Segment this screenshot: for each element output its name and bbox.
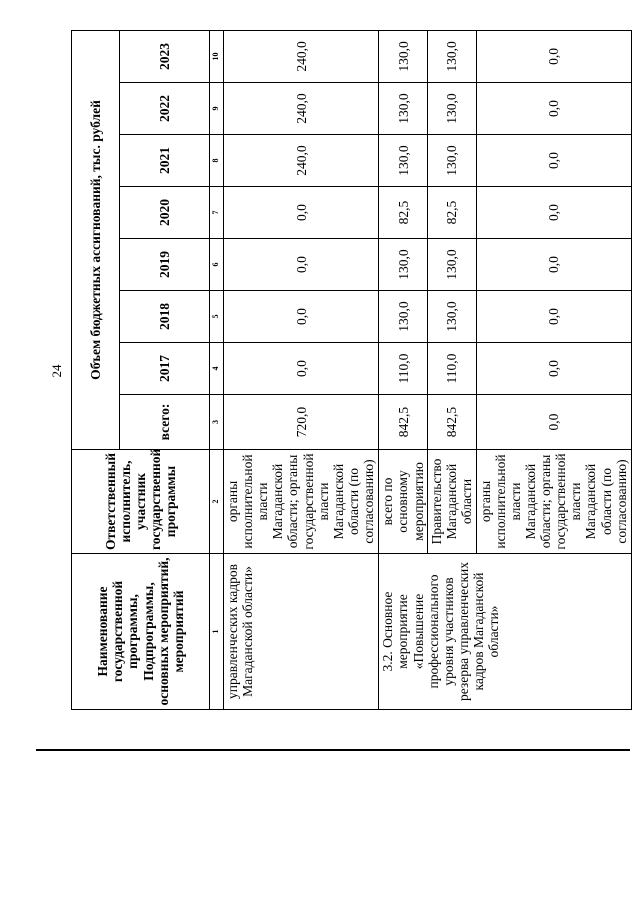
value-cell: 0,0 (476, 395, 631, 450)
value-cell: 720,0 (224, 395, 379, 450)
value-cell: 82,5 (379, 187, 428, 239)
header-total: всего: (120, 395, 210, 450)
value-cell: 82,5 (427, 187, 476, 239)
value-cell: 842,5 (427, 395, 476, 450)
header-year: 2022 (120, 83, 210, 135)
value-cell: 130,0 (379, 83, 428, 135)
value-cell: 130,0 (427, 83, 476, 135)
value-cell: 0,0 (476, 343, 631, 395)
value-cell: 0,0 (476, 291, 631, 343)
value-cell: 130,0 (379, 291, 428, 343)
column-number: 3 (210, 395, 224, 450)
table-row (379, 30, 428, 709)
table-row (224, 30, 379, 709)
value-cell: 110,0 (379, 343, 428, 395)
value-cell: 240,0 (224, 30, 379, 82)
column-number: 6 (210, 239, 224, 291)
column-number: 5 (210, 291, 224, 343)
column-number: 1 (210, 554, 224, 710)
value-cell: 0,0 (224, 239, 379, 291)
page-number: 24 (49, 364, 64, 378)
column-number: 9 (210, 83, 224, 135)
header-executor: Ответственный исполнитель, участник государственной программы (72, 450, 210, 554)
column-number: 2 (210, 450, 224, 554)
value-cell: 842,5 (379, 395, 428, 450)
row-executor: органы исполнительной власти Магаданской области; органы государственной власти Магаданской области (по согласованию) (224, 450, 379, 554)
header-budget-group: Объем бюджетных ассигнований, тыс. рублей (72, 30, 120, 449)
header-year: 2019 (120, 239, 210, 291)
value-cell: 0,0 (476, 135, 631, 187)
value-cell: 130,0 (427, 239, 476, 291)
horizontal-rule (36, 749, 630, 751)
row-name: 3.2. Основное мероприятие «Повышение профессионального уровня участников резерва управленческих кадров Магаданской области» (379, 554, 632, 710)
value-cell: 130,0 (379, 239, 428, 291)
value-cell: 240,0 (224, 135, 379, 187)
value-cell: 0,0 (476, 187, 631, 239)
header-year: 2020 (120, 187, 210, 239)
value-cell: 0,0 (476, 30, 631, 82)
value-cell: 0,0 (224, 343, 379, 395)
value-cell: 130,0 (427, 291, 476, 343)
header-year: 2018 (120, 291, 210, 343)
header-year: 2021 (120, 135, 210, 187)
header-year: 2023 (120, 30, 210, 82)
row-name: управленческих кадров Магаданской области» (224, 554, 379, 710)
column-number: 8 (210, 135, 224, 187)
column-number: 10 (210, 30, 224, 82)
header-name: Наименование государственной программы, Подпрограммы, основных мероприятий, мероприятий (72, 554, 210, 710)
row-executor: Правительство Магаданской области (427, 450, 476, 554)
row-executor: органы исполнительной власти Магаданской области; органы государственной власти Магаданской области (по согласованию) (476, 450, 631, 554)
value-cell: 130,0 (379, 135, 428, 187)
value-cell: 130,0 (427, 30, 476, 82)
value-cell: 0,0 (476, 83, 631, 135)
value-cell: 0,0 (224, 291, 379, 343)
value-cell: 130,0 (379, 30, 428, 82)
rotated-budget-table (71, 30, 632, 710)
budget-table (71, 30, 632, 710)
value-cell: 240,0 (224, 83, 379, 135)
value-cell: 130,0 (427, 135, 476, 187)
value-cell: 0,0 (476, 239, 631, 291)
header-year: 2017 (120, 343, 210, 395)
value-cell: 0,0 (224, 187, 379, 239)
column-number: 4 (210, 343, 224, 395)
column-number: 7 (210, 187, 224, 239)
row-executor: всего по основному мероприятию (379, 450, 428, 554)
value-cell: 110,0 (427, 343, 476, 395)
